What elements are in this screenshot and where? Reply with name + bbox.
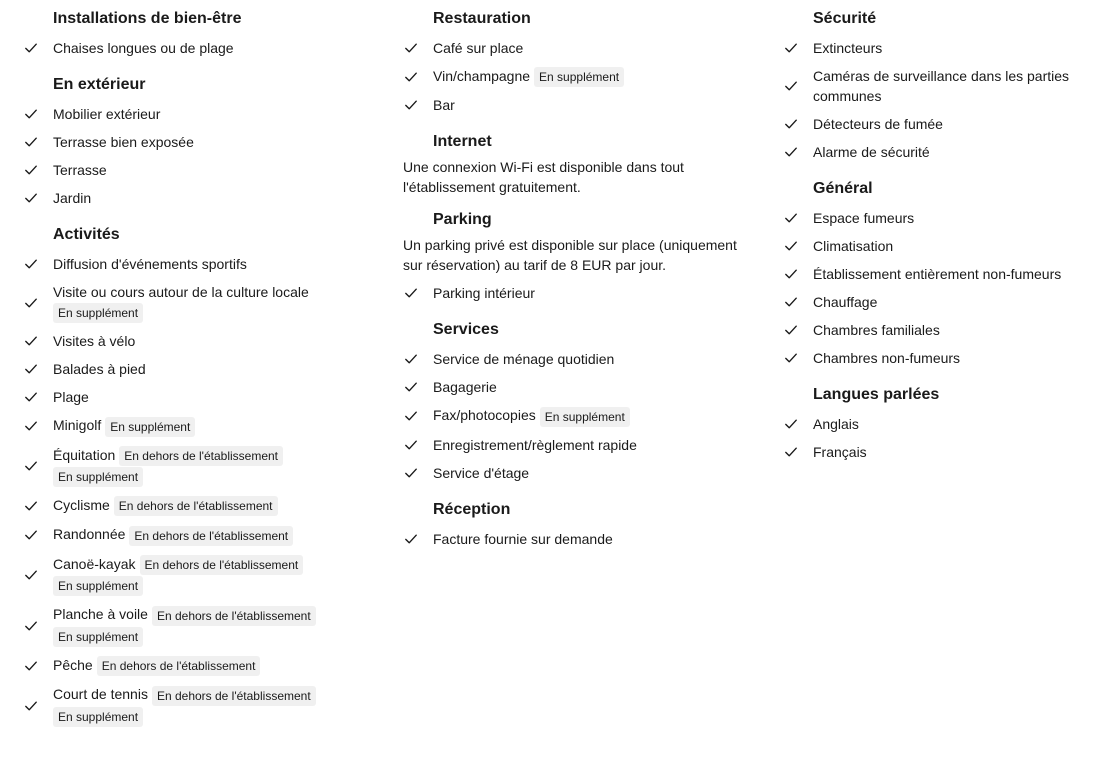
column-2: [402, 0, 742, 565]
facility-label: Alarme de sécurité: [813, 144, 930, 160]
facility-section: [782, 178, 1092, 372]
facility-label: Mobilier extérieur: [53, 106, 161, 122]
reception-desk-icon: [402, 499, 424, 521]
checkmark-icon: [784, 145, 798, 159]
facility-item: [22, 278, 362, 327]
facility-item: [22, 100, 362, 128]
facility-list: [22, 34, 362, 62]
facility-item: [22, 411, 362, 440]
facility-item: [22, 441, 362, 492]
facility-item-body: [433, 345, 614, 373]
facility-label: Français: [813, 444, 867, 460]
facility-label: Facture fournie sur demande: [433, 530, 613, 547]
facility-label: Bar: [433, 97, 455, 114]
facility-item: [22, 600, 362, 651]
facility-label: Détecteurs de fumée: [813, 116, 943, 132]
checkmark-icon: [404, 409, 418, 423]
facility-section: [402, 8, 742, 119]
section-header: [782, 178, 1092, 200]
checkmark-icon: [24, 257, 38, 271]
facility-badge: En supplément: [53, 467, 143, 487]
facility-item: [22, 491, 362, 520]
facility-label: Équitation: [53, 446, 116, 463]
checkmark-icon: [404, 380, 418, 394]
facility-item-body: [53, 520, 293, 549]
facility-label: Vin/champagne: [433, 68, 531, 84]
checkmark-icon: [24, 619, 38, 633]
parking-icon: [402, 209, 424, 231]
checkmark-icon: [24, 362, 38, 376]
checkmark-icon: [24, 135, 38, 149]
facility-section: [22, 74, 362, 212]
checkmark-icon: [784, 295, 798, 309]
facility-label: Café sur place: [433, 40, 524, 56]
checkmark-icon: [784, 41, 798, 55]
facility-label: Climatisation: [813, 238, 894, 254]
facility-item-body: [53, 491, 278, 520]
facility-label: Planche à voile: [53, 606, 148, 623]
outdoor-flower-icon: [22, 74, 44, 96]
facility-badge: En supplément: [105, 417, 195, 437]
facility-item: [402, 459, 742, 487]
facility-item-body: [53, 680, 316, 731]
facility-label: Caméras de surveillance dans les parties communes: [813, 68, 1070, 104]
facility-item: [402, 431, 742, 459]
facility-list: [782, 204, 1092, 372]
facility-item: [782, 410, 1092, 438]
info-icon: [782, 178, 804, 200]
checkmark-icon: [404, 70, 418, 84]
facility-item: [22, 34, 362, 62]
facility-label: Chambres familiales: [813, 322, 940, 338]
section-title: Services: [433, 321, 499, 339]
column-3: [782, 0, 1092, 478]
section-title: Parking: [433, 211, 492, 229]
section-title: Réception: [433, 500, 511, 518]
facility-label: Cyclisme: [53, 497, 110, 514]
facility-item-body: [813, 316, 940, 344]
facility-badge: En dehors de l'établissement: [152, 606, 316, 626]
facility-item-body: [53, 278, 309, 327]
facility-item: [22, 128, 362, 156]
facility-item: [782, 316, 1092, 344]
facility-label: Diffusion d'événements sportifs: [53, 256, 247, 272]
section-header: [22, 224, 362, 246]
facility-label: Jardin: [53, 190, 92, 206]
section-header: [22, 8, 362, 30]
facility-item: [782, 110, 1092, 138]
facility-item-body: [53, 250, 247, 278]
facility-badge: En supplément: [540, 407, 630, 427]
checkmark-icon: [24, 107, 38, 121]
activities-icon: [22, 224, 44, 246]
facility-section: [402, 319, 742, 486]
reception-desk-icon: [402, 319, 424, 341]
facility-label: Randonnée: [53, 526, 126, 543]
checkmark-icon: [784, 351, 798, 365]
facility-section: [22, 224, 362, 731]
facility-label: Plage: [53, 389, 89, 406]
facility-item: [402, 345, 742, 373]
checkmark-icon: [24, 528, 38, 542]
facility-label: Bagagerie: [433, 379, 497, 396]
facility-item-body: [53, 184, 91, 212]
facility-item-body: [53, 327, 135, 355]
facility-list: [402, 345, 742, 486]
facility-label: Minigolf: [53, 417, 102, 434]
checkmark-icon: [24, 699, 38, 713]
facility-label: Espace fumeurs: [813, 210, 915, 226]
facility-item-body: [433, 373, 497, 401]
checkmark-icon: [24, 41, 38, 55]
facility-item-body: [813, 110, 943, 138]
checkmark-icon: [404, 352, 418, 366]
facility-item: [22, 355, 362, 383]
section-title: Internet: [433, 133, 492, 151]
facility-section: [402, 499, 742, 553]
facility-item: [22, 680, 362, 731]
facility-label: Service de ménage quotidien: [433, 351, 615, 368]
facility-label: Chaises longues ou de plage: [53, 40, 234, 56]
facility-label: Balades à pied: [53, 361, 146, 378]
checkmark-icon: [24, 459, 38, 473]
facility-item-body: [813, 288, 877, 316]
facility-item: [782, 288, 1092, 316]
facility-item: [22, 550, 362, 601]
facility-label: Terrasse bien exposée: [53, 134, 194, 150]
checkmark-icon: [784, 417, 798, 431]
facility-item-body: [813, 204, 914, 232]
facility-list: [402, 525, 742, 553]
checkmark-icon: [404, 286, 418, 300]
facility-item-body: [53, 550, 303, 601]
facility-item: [402, 401, 742, 430]
section-title: Sécurité: [813, 10, 877, 27]
facility-item: [782, 232, 1092, 260]
checkmark-icon: [404, 98, 418, 112]
facility-badge: En supplément: [53, 627, 143, 647]
checkmark-icon: [24, 419, 38, 433]
facility-label: Visites à vélo: [53, 333, 136, 350]
facility-item: [22, 250, 362, 278]
facility-item-body: [813, 232, 893, 260]
section-description: Une connexion Wi-Fi est disponible dans tout l'établissement gratuitement.: [403, 159, 684, 196]
facility-item-body: [53, 441, 283, 492]
facility-item-body: [433, 459, 529, 487]
facility-section: [782, 8, 1092, 166]
facility-list: [22, 250, 362, 731]
facility-badge: En supplément: [53, 303, 143, 323]
facility-label: Chambres non-fumeurs: [813, 350, 961, 366]
facility-item: [782, 204, 1092, 232]
checkmark-icon: [404, 466, 418, 480]
facility-item-body: [813, 260, 1061, 288]
facility-item-body: [53, 100, 160, 128]
facility-label: Parking intérieur: [433, 285, 535, 302]
checkmark-icon: [24, 191, 38, 205]
checkmark-icon: [784, 117, 798, 131]
facility-item-body: [433, 62, 624, 91]
facility-item: [22, 156, 362, 184]
section-header: [402, 209, 742, 231]
facility-item: [22, 651, 362, 680]
facility-label: Enregistrement/règlement rapide: [433, 436, 637, 453]
checkmark-icon: [784, 211, 798, 225]
checkmark-icon: [24, 568, 38, 582]
section-header: [782, 384, 1092, 406]
facility-item: [782, 62, 1092, 110]
facility-badge: En supplément: [53, 576, 143, 596]
facility-item-body: [53, 600, 316, 651]
facility-label: Anglais: [813, 416, 859, 432]
facility-item-body: [433, 279, 535, 307]
facility-item-body: [813, 344, 960, 372]
facility-item-body: [813, 138, 930, 166]
facility-item-body: [53, 651, 260, 680]
fork-knife-icon: [402, 8, 424, 30]
facility-badge: En dehors de l'établissement: [97, 656, 261, 676]
checkmark-icon: [24, 163, 38, 177]
facility-item: [402, 279, 742, 307]
facility-item: [782, 260, 1092, 288]
section-header: [402, 499, 742, 521]
facility-section: [402, 209, 742, 307]
facility-item-body: [813, 410, 859, 438]
facility-item: [782, 438, 1092, 466]
facility-item-body: [813, 34, 882, 62]
facility-list: [402, 279, 742, 307]
facility-item: [782, 34, 1092, 62]
facility-item-body: [433, 431, 637, 459]
section-title: En extérieur: [53, 76, 146, 93]
checkmark-icon: [24, 659, 38, 673]
facility-list: [402, 34, 742, 119]
facility-item-body: [53, 383, 89, 411]
checkmark-icon: [24, 296, 38, 310]
facility-label: Extincteurs: [813, 40, 883, 56]
facility-label: Terrasse: [53, 162, 107, 178]
section-header: [782, 8, 1092, 30]
facility-section: [402, 131, 742, 197]
facility-item: [402, 525, 742, 553]
facility-item: [22, 520, 362, 549]
facility-item-body: [813, 62, 1092, 110]
facility-list: [782, 410, 1092, 466]
facility-badge: En dehors de l'établissement: [114, 496, 278, 516]
checkmark-icon: [784, 267, 798, 281]
facility-badge: En supplément: [534, 67, 624, 87]
checkmark-icon: [784, 323, 798, 337]
checkmark-icon: [404, 41, 418, 55]
facility-item: [402, 373, 742, 401]
facility-list: [782, 34, 1092, 166]
section-header: [402, 319, 742, 341]
facility-label: Fax/photocopies: [433, 407, 536, 424]
facility-item-body: [53, 355, 146, 383]
section-header: [22, 74, 362, 96]
section-title: Activités: [53, 226, 120, 243]
checkmark-icon: [784, 79, 798, 93]
section-header: [402, 8, 742, 30]
facility-badge: En dehors de l'établissement: [129, 526, 293, 546]
speech-bubbles-icon: [782, 384, 804, 406]
section-header: [402, 131, 742, 153]
section-title: Langues parlées: [813, 386, 940, 403]
facility-badge: En dehors de l'établissement: [119, 446, 283, 466]
facility-label: Chauffage: [813, 294, 878, 310]
facility-item-body: [53, 128, 194, 156]
facility-item-body: [433, 525, 613, 553]
facility-label: Service d'étage: [433, 464, 530, 481]
facility-item-body: [53, 156, 107, 184]
facility-section: [782, 384, 1092, 466]
facility-item: [402, 62, 742, 91]
checkmark-icon: [24, 390, 38, 404]
facility-item: [402, 34, 742, 62]
column-1: [22, 0, 362, 743]
wifi-icon: [402, 131, 424, 153]
section-description: Un parking privé est disponible sur place (uniquement sur réservation) au tarif de 8 EUR par jour.: [403, 237, 737, 274]
facility-item-body: [433, 34, 523, 62]
facility-badge: En dehors de l'établissement: [140, 555, 304, 575]
section-title: Général: [813, 180, 873, 197]
checkmark-icon: [784, 445, 798, 459]
facility-item: [22, 383, 362, 411]
facility-item: [22, 327, 362, 355]
facility-label: Court de tennis: [53, 686, 148, 703]
facility-item-body: [433, 401, 630, 430]
section-title: Restauration: [433, 10, 531, 27]
facility-label: Visite ou cours autour de la culture locale: [53, 284, 309, 300]
facility-item: [22, 184, 362, 212]
facility-item-body: [813, 438, 867, 466]
checkmark-icon: [404, 438, 418, 452]
section-title: Installations de bien-être: [53, 10, 242, 27]
checkmark-icon: [404, 532, 418, 546]
wellness-icon: [22, 8, 44, 30]
lock-icon: [782, 8, 804, 30]
facility-label: Pêche: [53, 656, 93, 673]
facility-item-body: [53, 411, 195, 440]
facility-badge: En dehors de l'établissement: [152, 686, 316, 706]
facility-item-body: [53, 34, 234, 62]
facility-label: Établissement entièrement non-fumeurs: [813, 266, 1062, 282]
facility-list: [22, 100, 362, 212]
checkmark-icon: [24, 499, 38, 513]
facility-label: Canoë-kayak: [53, 555, 136, 572]
facility-item: [782, 344, 1092, 372]
facility-item: [402, 91, 742, 119]
checkmark-icon: [784, 239, 798, 253]
facility-item-body: [433, 91, 455, 119]
facility-section: [22, 8, 362, 62]
facility-badge: En supplément: [53, 707, 143, 727]
facility-item: [782, 138, 1092, 166]
checkmark-icon: [24, 334, 38, 348]
